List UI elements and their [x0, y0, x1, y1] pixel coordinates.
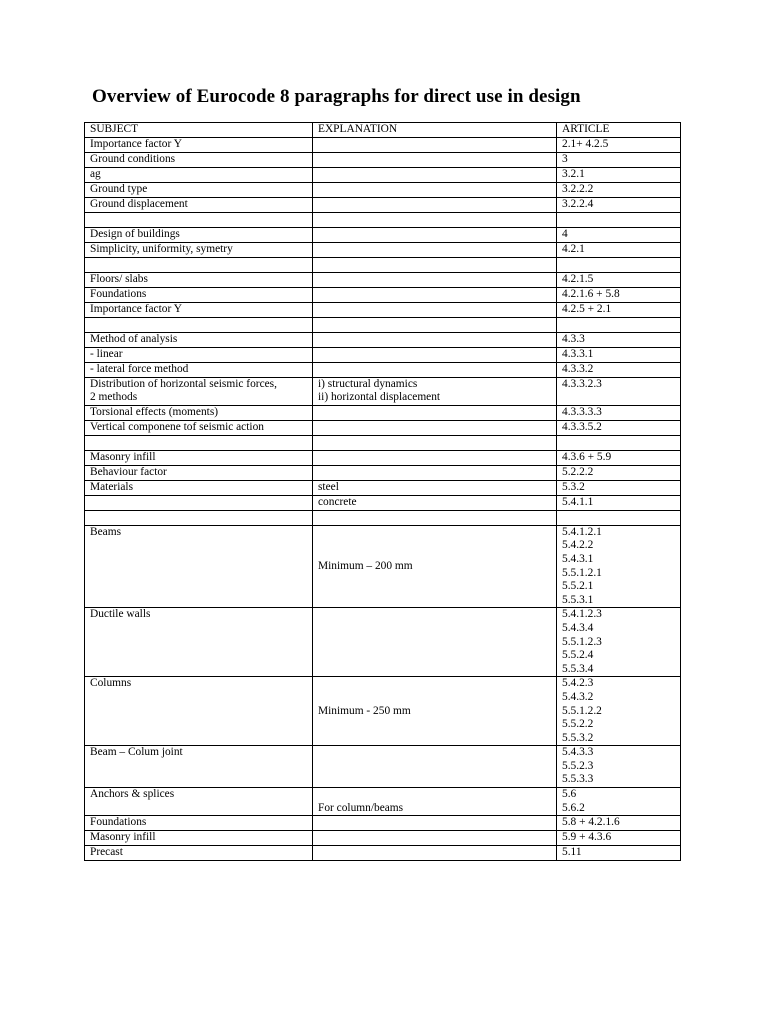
table-row: [85, 435, 681, 450]
table-row: [85, 420, 681, 435]
subject-cell: Floors/ slabs: [85, 272, 313, 287]
article-cell: 4: [557, 227, 681, 242]
article-cell: [557, 212, 681, 227]
article-cell: 5.9 + 4.3.6: [557, 831, 681, 846]
explanation-cell: For column/beams: [313, 788, 557, 816]
table-row: [85, 377, 681, 405]
article-cell: 4.3.6 + 5.9: [557, 450, 681, 465]
header-article: ARTICLE: [557, 123, 681, 138]
subject-cell: Ground type: [85, 182, 313, 197]
article-line: 5.5.3.2: [562, 731, 594, 744]
table-row: [85, 831, 681, 846]
article-cell: [557, 608, 681, 677]
explanation-cell: [313, 182, 557, 197]
table-row: [85, 197, 681, 212]
table-row-group: [85, 608, 681, 677]
explanation-cell: [313, 510, 557, 525]
table-row: [85, 405, 681, 420]
article-cell: [557, 746, 681, 788]
article-cell: [557, 317, 681, 332]
article-line: 5.6: [562, 788, 577, 801]
table-row: [85, 182, 681, 197]
subject-cell: Vertical componene tof seismic action: [85, 420, 313, 435]
explanation-cell: [313, 608, 557, 677]
subject-cell: Anchors & splices: [85, 788, 313, 816]
explanation-cell: [313, 212, 557, 227]
explanation-cell: [313, 242, 557, 257]
article-cell: 3: [557, 152, 681, 167]
explanation-cell: [313, 197, 557, 212]
article-line: 5.4.3.1: [562, 552, 594, 565]
article-cell: 5.11: [557, 846, 681, 861]
subject-cell: - lateral force method: [85, 362, 313, 377]
table-row: [85, 846, 681, 861]
article-line: 5.5.3.3: [562, 773, 594, 786]
subject-cell: Importance factor Y: [85, 302, 313, 317]
article-cell: [557, 435, 681, 450]
table-row: [85, 137, 681, 152]
explanation-cell: [313, 377, 557, 405]
table-row: [85, 302, 681, 317]
article-line: 5.5.1.2.3: [562, 635, 602, 648]
explanation-cell: [313, 362, 557, 377]
subject-cell: Beam – Colum joint: [85, 746, 313, 788]
subject-cell: [85, 495, 313, 510]
table-row: [85, 495, 681, 510]
explanation-cell: [313, 272, 557, 287]
article-line: 5.4.2.3: [562, 677, 594, 690]
article-cell: 4.3.3.1: [557, 347, 681, 362]
subject-line: 2 methods: [90, 391, 138, 404]
subject-cell: Behaviour factor: [85, 465, 313, 480]
explanation-cell: [313, 450, 557, 465]
subject-cell: [85, 257, 313, 272]
table-row: [85, 212, 681, 227]
article-line: 5.4.1.2.3: [562, 608, 602, 621]
explanation-cell: [313, 302, 557, 317]
article-cell: [557, 677, 681, 746]
article-line: 5.5.1.2.1: [562, 566, 602, 579]
eurocode-table: [84, 122, 681, 861]
article-cell: [557, 257, 681, 272]
explanation-line: ii) horizontal displacement: [318, 391, 441, 404]
header-subject: SUBJECT: [85, 123, 313, 138]
subject-cell: Foundations: [85, 816, 313, 831]
article-line: 5.5.2.3: [562, 759, 594, 772]
article-cell: 4.3.3.2.3: [557, 377, 681, 405]
explanation-cell: [313, 167, 557, 182]
article-line: 5.4.1.2.1: [562, 525, 602, 538]
subject-cell: Ground displacement: [85, 197, 313, 212]
explanation-cell: concrete: [313, 495, 557, 510]
header-explanation: EXPLANATION: [313, 123, 557, 138]
table-row: [85, 480, 681, 495]
subject-cell: Method of analysis: [85, 332, 313, 347]
article-cell: 4.2.5 + 2.1: [557, 302, 681, 317]
table-row-group: [85, 746, 681, 788]
article-cell: 5.2.2.2: [557, 465, 681, 480]
article-cell: 5.3.2: [557, 480, 681, 495]
table-row: [85, 167, 681, 182]
article-cell: [557, 788, 681, 816]
explanation-cell: [313, 435, 557, 450]
explanation-cell: [313, 317, 557, 332]
subject-cell: - linear: [85, 347, 313, 362]
article-line: 5.5.3.4: [562, 662, 594, 675]
table-row: [85, 362, 681, 377]
explanation-cell: [313, 347, 557, 362]
table-header-row: [85, 123, 681, 138]
table-row-group: [85, 677, 681, 746]
table-row: [85, 317, 681, 332]
explanation-cell: [313, 332, 557, 347]
article-line: 5.4.3.3: [562, 746, 594, 759]
article-cell: 2.1+ 4.2.5: [557, 137, 681, 152]
table-row: [85, 347, 681, 362]
subject-cell: [85, 435, 313, 450]
table-row: [85, 332, 681, 347]
table-row: [85, 816, 681, 831]
article-cell: 3.2.1: [557, 167, 681, 182]
subject-cell: [85, 212, 313, 227]
explanation-cell: [313, 257, 557, 272]
subject-cell: Design of buildings: [85, 227, 313, 242]
subject-cell: [85, 317, 313, 332]
subject-cell: Ductile walls: [85, 608, 313, 677]
article-cell: 3.2.2.4: [557, 197, 681, 212]
explanation-cell: [313, 137, 557, 152]
article-line: 5.5.1.2.2: [562, 704, 602, 717]
article-cell: 4.2.1: [557, 242, 681, 257]
explanation-line: i) structural dynamics: [318, 377, 418, 390]
subject-cell: Importance factor Y: [85, 137, 313, 152]
explanation-cell: [313, 465, 557, 480]
subject-cell: Foundations: [85, 287, 313, 302]
explanation-cell: [313, 287, 557, 302]
table-row: [85, 287, 681, 302]
table-row: [85, 465, 681, 480]
table-row: [85, 152, 681, 167]
article-cell: 4.3.3.3.3: [557, 405, 681, 420]
article-line: 5.5.2.1: [562, 580, 594, 593]
explanation-cell: [313, 420, 557, 435]
table-row-group: [85, 788, 681, 816]
article-line: 5.5.3.1: [562, 593, 594, 606]
table-row: [85, 450, 681, 465]
explanation-cell: Minimum – 200 mm: [313, 525, 557, 608]
table-row: [85, 227, 681, 242]
subject-cell: [85, 377, 313, 405]
explanation-cell: [313, 831, 557, 846]
article-cell: [557, 510, 681, 525]
explanation-cell: Minimum - 250 mm: [313, 677, 557, 746]
article-cell: 4.2.1.6 + 5.8: [557, 287, 681, 302]
subject-line: Distribution of horizontal seismic forces,: [90, 377, 277, 390]
subject-cell: Columns: [85, 677, 313, 746]
table-row: [85, 242, 681, 257]
article-line: 5.4.2.2: [562, 539, 594, 552]
subject-cell: Masonry infill: [85, 831, 313, 846]
article-cell: 5.4.1.1: [557, 495, 681, 510]
table-row: [85, 257, 681, 272]
subject-cell: Materials: [85, 480, 313, 495]
explanation-cell: [313, 816, 557, 831]
table-row-group: [85, 525, 681, 608]
article-line: 5.4.3.4: [562, 621, 594, 634]
article-line: 5.6.2: [562, 801, 585, 814]
explanation-cell: steel: [313, 480, 557, 495]
subject-cell: Simplicity, uniformity, symetry: [85, 242, 313, 257]
explanation-cell: [313, 227, 557, 242]
subject-cell: Ground conditions: [85, 152, 313, 167]
subject-cell: [85, 510, 313, 525]
table-row: [85, 272, 681, 287]
article-cell: 4.3.3: [557, 332, 681, 347]
article-cell: [557, 525, 681, 608]
article-line: 5.5.2.4: [562, 649, 594, 662]
article-line: 5.4.3.2: [562, 690, 594, 703]
article-cell: 4.2.1.5: [557, 272, 681, 287]
article-cell: 5.8 + 4.2.1.6: [557, 816, 681, 831]
explanation-cell: [313, 152, 557, 167]
article-line: 5.5.2.2: [562, 718, 594, 731]
article-cell: 4.3.3.2: [557, 362, 681, 377]
document-title: Overview of Eurocode 8 paragraphs for direct use in design: [92, 86, 581, 107]
subject-cell: Torsional effects (moments): [85, 405, 313, 420]
explanation-cell: [313, 746, 557, 788]
subject-cell: Beams: [85, 525, 313, 608]
subject-cell: Precast: [85, 846, 313, 861]
article-cell: 3.2.2.2: [557, 182, 681, 197]
explanation-cell: [313, 405, 557, 420]
article-cell: 4.3.3.5.2: [557, 420, 681, 435]
subject-cell: Masonry infill: [85, 450, 313, 465]
subject-cell: ag: [85, 167, 313, 182]
explanation-cell: [313, 846, 557, 861]
table-body: [85, 137, 681, 861]
table-row: [85, 510, 681, 525]
